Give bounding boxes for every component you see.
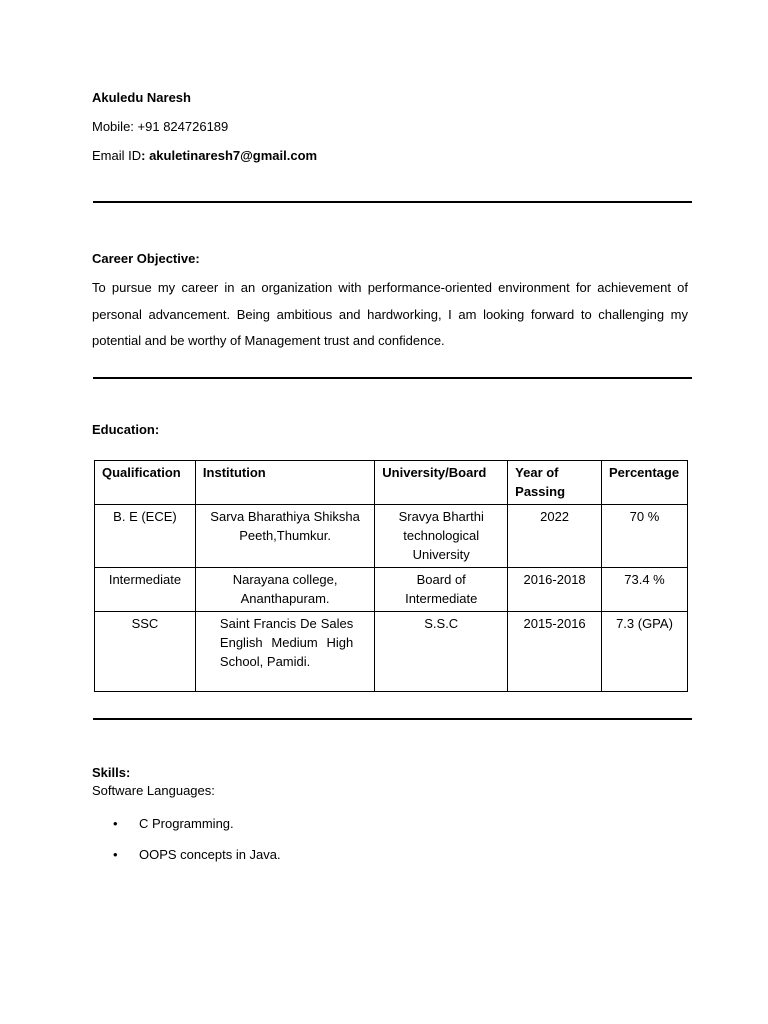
table-row (95, 612, 688, 692)
cell-institution: Narayana college, Ananthapuram. (195, 568, 374, 612)
cell-board: Board of Intermediate (375, 568, 508, 612)
table-row (95, 568, 688, 612)
skills-subheading: Software Languages: (92, 783, 215, 798)
col-header-percentage: Percentage (601, 461, 687, 505)
cell-percentage: 73.4 % (601, 568, 687, 612)
education-heading: Education: (92, 422, 160, 437)
divider-1 (93, 201, 692, 203)
cell-qualification: SSC (95, 612, 196, 692)
col-header-institution: Institution (195, 461, 374, 505)
skill-text: C Programming. (139, 816, 234, 831)
email-separator: : (141, 148, 150, 163)
table-row (95, 505, 688, 568)
cell-percentage: 7.3 (GPA) (601, 612, 687, 692)
cell-institution: Saint Francis De Sales English Medium High School, Pamidi. (195, 612, 374, 692)
email-label: Email ID (92, 148, 142, 163)
bullet-icon: • (113, 847, 118, 862)
email-value: akuletinaresh7@gmail.com (149, 148, 318, 163)
col-header-qualification: Qualification (95, 461, 196, 505)
cell-board: Sravya Bharthi technological University (375, 505, 508, 568)
education-table (94, 460, 688, 692)
objective-heading: Career Objective: (92, 251, 200, 266)
cell-qualification: Intermediate (95, 568, 196, 612)
candidate-name: Akuledu Naresh (92, 90, 191, 105)
mobile-line (92, 119, 228, 134)
cell-year: 2016-2018 (508, 568, 602, 612)
objective-text: To pursue my career in an organization with performance-oriented environment for achievement of personal advancement. Being ambitious and hardworking, I am looking forward to challenging my potential and be worthy of Management trust and confidence. (92, 280, 688, 348)
email-line (92, 148, 317, 163)
divider-3 (93, 718, 692, 720)
cell-institution: Sarva Bharathiya Shiksha Peeth,Thumkur. (195, 505, 374, 568)
cell-year: 2015-2016 (508, 612, 602, 692)
skills-heading: Skills: (92, 765, 131, 780)
skill-text: OOPS concepts in Java. (139, 847, 281, 862)
cell-qualification: B. E (ECE) (95, 505, 196, 568)
mobile-label: Mobile: (92, 119, 138, 134)
col-header-board: University/Board (375, 461, 508, 505)
bullet-icon: • (113, 816, 118, 831)
cell-year: 2022 (508, 505, 602, 568)
cell-board: S.S.C (375, 612, 508, 692)
table-header-row (95, 461, 688, 505)
col-header-year: Year of Passing (508, 461, 602, 505)
divider-2 (93, 377, 692, 379)
cell-percentage: 70 % (601, 505, 687, 568)
mobile-value: +91 824726189 (137, 119, 229, 134)
